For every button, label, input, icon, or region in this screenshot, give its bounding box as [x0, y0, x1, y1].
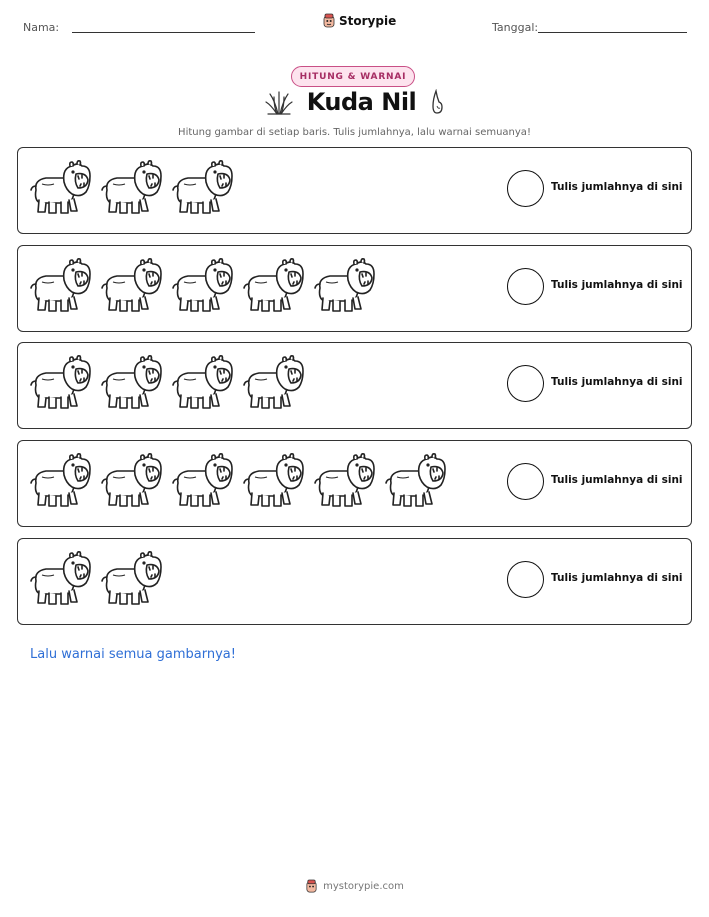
site-url: mystorypie.com: [323, 881, 404, 892]
grass-icon: [265, 89, 293, 115]
hippo-icon: [28, 156, 92, 222]
answer-label: Tulis jumlahnya di sini: [551, 572, 683, 584]
hippo-icon: [170, 449, 234, 515]
date-field[interactable]: [538, 32, 687, 33]
hippo-icon: [383, 449, 447, 515]
storypie-mascot-icon: [322, 13, 336, 29]
hippo-icon: [28, 254, 92, 320]
hippo-icon: [170, 254, 234, 320]
answer-label: Tulis jumlahnya di sini: [551, 279, 683, 291]
hippo-icon: [312, 449, 376, 515]
hippo-icon: [241, 449, 305, 515]
date-label: Tanggal:: [492, 21, 539, 34]
storypie-mascot-icon: [305, 879, 318, 894]
hippo-icon: [99, 449, 163, 515]
coloring-note: Lalu warnai semua gambarnya!: [30, 647, 236, 662]
answer-circle[interactable]: [507, 170, 544, 207]
page-title: Kuda Nil: [306, 88, 417, 116]
hippo-icon: [241, 254, 305, 320]
name-label: Nama:: [23, 21, 60, 34]
animal-group: [28, 547, 163, 613]
count-row: [17, 538, 692, 625]
brand-logo: [322, 13, 396, 29]
title-row: [0, 88, 709, 116]
answer-circle[interactable]: [507, 268, 544, 305]
animal-group: [28, 351, 305, 417]
animal-group: [28, 449, 447, 515]
brand-name: Storypie: [339, 14, 397, 28]
animal-group: [28, 254, 376, 320]
hippo-icon: [99, 254, 163, 320]
hippo-icon: [312, 254, 376, 320]
answer-label: Tulis jumlahnya di sini: [551, 474, 683, 486]
hippo-icon: [99, 351, 163, 417]
category-tag: HITUNG & WARNAI: [291, 66, 415, 87]
hippo-icon: [170, 156, 234, 222]
site-footer: [0, 879, 709, 894]
answer-circle[interactable]: [507, 463, 544, 500]
count-row: [17, 342, 692, 429]
answer-circle[interactable]: [507, 365, 544, 402]
hippo-icon: [28, 449, 92, 515]
count-row: [17, 245, 692, 332]
count-row: [17, 147, 692, 234]
hippo-icon: [28, 351, 92, 417]
hippo-icon: [241, 351, 305, 417]
name-field[interactable]: [72, 32, 255, 33]
answer-circle[interactable]: [507, 561, 544, 598]
hippo-icon: [28, 547, 92, 613]
answer-label: Tulis jumlahnya di sini: [551, 181, 683, 193]
tooth-icon: [430, 89, 444, 115]
hippo-icon: [170, 351, 234, 417]
answer-label: Tulis jumlahnya di sini: [551, 376, 683, 388]
count-row: [17, 440, 692, 527]
hippo-icon: [99, 547, 163, 613]
hippo-icon: [99, 156, 163, 222]
animal-group: [28, 156, 234, 222]
instructions: Hitung gambar di setiap baris. Tulis jumlahnya, lalu warnai semuanya!: [178, 127, 531, 138]
